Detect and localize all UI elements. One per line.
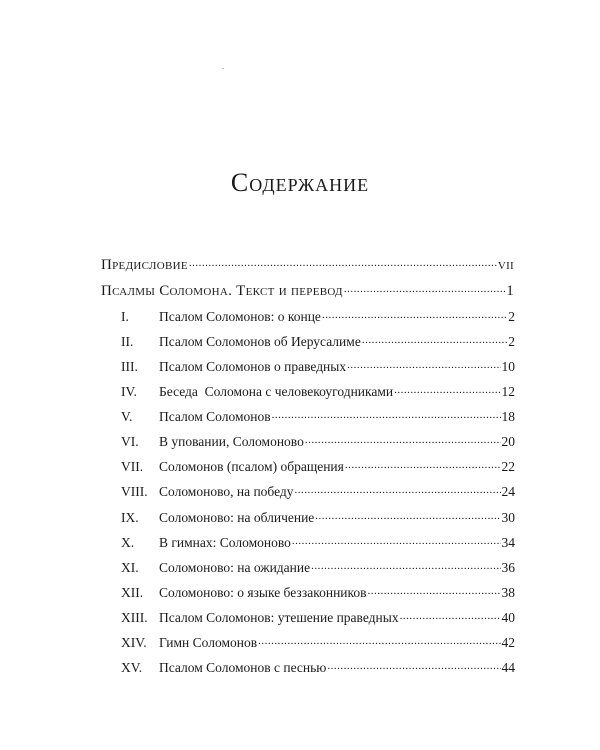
psalm-number: XV.	[121, 659, 143, 675]
toc-entry-psalm-11[interactable]	[121, 558, 515, 576]
toc-entry-text-and-translation[interactable]	[101, 280, 514, 300]
toc-entry-psalm-14[interactable]	[121, 633, 515, 651]
psalm-number: XI.	[121, 559, 139, 575]
dot-leader	[292, 533, 501, 547]
toc-page-number: 30	[501, 509, 515, 525]
toc-entry-label: Предисловие	[101, 257, 188, 273]
toc-entry-psalm-8[interactable]	[121, 482, 515, 500]
toc-entry-psalm-4[interactable]	[121, 382, 515, 400]
psalm-number: III.	[121, 358, 138, 374]
toc-page-number: 34	[501, 534, 515, 550]
psalm-number: XIV.	[121, 634, 147, 650]
toc-page-number: 1	[506, 283, 514, 299]
psalm-title: Псалом Соломонов о праведных	[159, 358, 347, 374]
psalm-title: В гимнах: Соломоново	[159, 534, 291, 550]
dot-leader	[400, 608, 501, 622]
psalm-title: Соломонов (псалом) обращения	[159, 458, 344, 474]
dot-leader	[368, 583, 501, 597]
toc-page-number: vii	[497, 257, 514, 273]
psalm-title: Псалом Соломонов об Иерусалиме	[159, 333, 361, 349]
psalm-title: Беседа Соломона с человекоугодниками	[159, 383, 394, 399]
toc-page-number: 18	[501, 408, 515, 424]
dot-leader	[322, 307, 507, 321]
toc-entry-psalm-5[interactable]	[121, 407, 515, 425]
psalm-number: II.	[121, 333, 134, 349]
psalm-title: Гимн Соломонов	[159, 634, 258, 650]
toc-page-number: 20	[501, 433, 515, 449]
dot-leader	[327, 658, 500, 672]
toc-page-number: 22	[501, 458, 515, 474]
toc-entry-psalm-13[interactable]	[121, 608, 515, 626]
dot-leader	[344, 280, 505, 295]
dot-leader	[272, 407, 501, 421]
psalm-title: Псалом Соломонов	[159, 408, 271, 424]
toc-entry-psalm-15[interactable]	[121, 658, 515, 676]
toc-entry-psalm-1[interactable]	[121, 307, 515, 325]
psalm-number: I.	[121, 308, 129, 324]
psalm-number: X.	[121, 534, 135, 550]
dot-leader	[295, 482, 501, 496]
dot-leader	[362, 332, 507, 346]
psalm-title: Псалом Соломонов: утешение праведных	[159, 609, 399, 625]
psalm-title: Соломоново: о языке беззаконников	[159, 584, 367, 600]
toc-entry-psalm-12[interactable]	[121, 583, 515, 601]
dot-leader	[347, 357, 500, 371]
psalm-number: VIII.	[121, 483, 148, 499]
psalm-number: VII.	[121, 458, 144, 474]
dot-leader	[345, 457, 501, 471]
psalm-number: IV.	[121, 383, 137, 399]
toc-page-number: 44	[501, 659, 515, 675]
psalm-title: Соломоново: на ожидание	[159, 559, 311, 575]
dot-leader	[394, 382, 500, 396]
psalm-title: Псалом Соломонов с песнью	[159, 659, 327, 675]
dot-leader	[315, 508, 500, 522]
toc-page-number: 36	[501, 559, 515, 575]
toc-entry-psalm-2[interactable]	[121, 332, 515, 350]
psalm-title: Соломоново: на обличение	[159, 509, 315, 525]
toc-entry-psalm-6[interactable]	[121, 432, 515, 450]
toc-entry-psalm-7[interactable]	[121, 457, 515, 475]
psalm-number: V.	[121, 408, 133, 424]
toc-entry-preface[interactable]	[101, 254, 514, 274]
psalm-title: В уповании, Соломоново	[159, 433, 304, 449]
page-title: Содержание	[230, 168, 370, 197]
dot-leader	[189, 254, 497, 269]
toc-entry-psalm-10[interactable]	[121, 533, 515, 551]
psalm-number: VI.	[121, 433, 139, 449]
toc-entry-psalm-9[interactable]	[121, 508, 515, 526]
toc-page-number: 40	[501, 609, 515, 625]
toc-entry-psalm-3[interactable]	[121, 357, 515, 375]
toc-page-number: 2	[508, 308, 515, 324]
toc-page-number: 12	[501, 383, 515, 399]
psalm-number: XIII.	[121, 609, 148, 625]
dot-leader	[311, 558, 500, 572]
psalm-number: IX.	[121, 509, 139, 525]
toc-page-number: 10	[501, 358, 515, 374]
psalm-title: Соломоново, на победу	[159, 483, 294, 499]
toc-entry-label: Псалмы Соломона. Текст и перевод	[101, 283, 343, 299]
dot-leader	[258, 633, 500, 647]
toc-page-number: 38	[501, 584, 515, 600]
psalm-number: XII.	[121, 584, 144, 600]
psalm-title: Псалом Соломонов: о конце	[159, 308, 321, 324]
toc-page-number: 2	[508, 333, 515, 349]
toc-page-number: 24	[501, 483, 515, 499]
dot-leader	[305, 432, 501, 446]
toc-page-number: 42	[501, 634, 515, 650]
